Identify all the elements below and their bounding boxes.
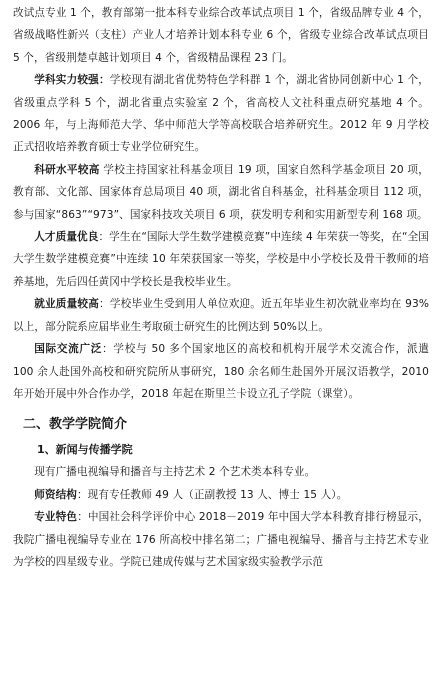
paragraph-text: ：中国社会科学评价中心 2018－2019 年中国大学本科教育排行榜显示，我院广播电视编导专业在 176 所高校中排名第二；广播电视编导、播音与主持艺术专业为学校的四星级专业。学院已建成传媒与艺术国家级实验教学示范: [13, 511, 430, 568]
paragraph-label: 就业质量较高: [34, 298, 100, 311]
paragraph-major-features: [13, 506, 429, 573]
paragraph-text: 学校现有湖北省优势特色学科群 1 个，湖北省协同创新中心 1 个，省级重点学科 5 个，湖北省重点实验室 2 个，省高校人文社科重点研究基地 4 个。2006 年，与上海师范大学、华中师范大学等高校联合培养研究生。2012 年 9 月学校正式招收培养教育硕士专业学位研究生。: [13, 74, 430, 154]
paragraph-label: 学科实力较强：: [34, 74, 110, 87]
paragraph-faculty-structure: [13, 484, 429, 506]
paragraph-label: 科研水平较高: [34, 163, 100, 176]
paragraph-text: ：学生在“国际大学生数学建模竞赛”中连续 4 年荣获一等奖，在“全国大学生数学建模竞赛”中连续 10 年荣获国家一等奖，学校是中小学校长及骨干教师的培养基地，先后四任黄冈中学校长是我校毕业生。: [13, 231, 429, 288]
paragraph-teaching-quality-continued: 改试点专业 1 个，教育部第一批本科专业综合改革试点项目 1 个，省级品牌专业 4 个，省级战略性新兴（支柱）产业人才培养计划本科专业 6 个，省级专业综合改革试点项目 5 个，省级荆楚卓越计划项目 4 个，省级精品课程 23 门。: [13, 7, 429, 64]
subsection-heading: 1、新闻与传播学院: [37, 443, 133, 457]
section-heading: 二、教学学院简介: [23, 417, 128, 433]
paragraph-talent-quality: [13, 226, 429, 293]
paragraph-employment-quality: [13, 293, 429, 338]
paragraph-label: 师资结构: [34, 488, 77, 501]
paragraph-text: ：学校与 50 多个国家地区的高校和机构开展学术交流合作，派遣 100 余人赴国外高校和研究院所从事研究，180 余名师生赴国外开展汉语教学，2010 年开始开展中外合作办学，2018 年起在斯里兰卡设立孔子学院（课堂）。: [13, 343, 429, 400]
paragraph-international-exchange: [13, 338, 429, 405]
paragraph-label: 人才质量优良: [34, 231, 99, 244]
paragraph-text: ：现有专任教师 49 人（正副教授 13 人、博士 15 人）。: [76, 488, 348, 501]
paragraph-label: 国际交流广泛: [34, 343, 103, 356]
paragraph-text: ：学校毕业生受到用人单位欢迎。近五年毕业生初次就业率均在 93%以上，部分院系应届毕业生考取硕士研究生的比例达到 50%以上。: [13, 298, 429, 333]
paragraph-majors: 现有广播电视编导和播音与主持艺术 2 个艺术类本科专业。: [34, 466, 316, 479]
paragraph-text: 学校主持国家社科基金项目 19 项，国家自然科学基金项目 20 项，教育部、文化部、国家体育总局项目 40 项，湖北省自科基金，社科基金项目 112 项，参与国家“863”“973”、国家科技攻关项目 6 项，获发明专利和实用新型专利 168 项。: [13, 163, 429, 221]
paragraph-label: 专业特色: [34, 511, 78, 524]
paragraph-research-level: [13, 159, 429, 226]
paragraph-discipline-strength: [13, 69, 429, 159]
